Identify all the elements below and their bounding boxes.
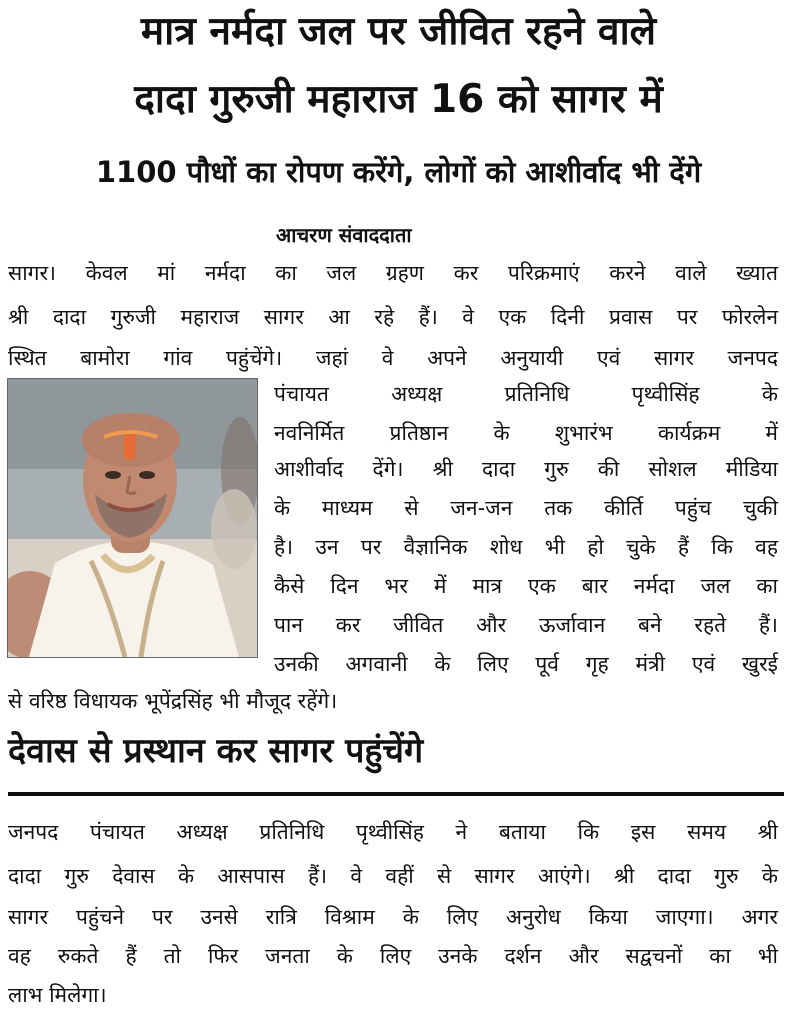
section-divider (8, 792, 784, 796)
article-line-12: से वरिष्ठ विधायक भूपेंद्रसिंह भी मौजूद रहेंगे। (8, 689, 338, 713)
article-line-2: श्री दादा गुरुजी महाराज सागर आ रहे हैं। वे एक दिनी प्रवास पर फोरलेन (8, 305, 778, 329)
section-two-line-5: लाभ मिलेगा। (8, 983, 107, 1007)
forehead-tilak (124, 432, 136, 460)
headline-line-1: मात्र नर्मदा जल पर जीवित रहने वाले (140, 9, 657, 54)
article-line-3: स्थित बामोरा गांव पहुंचेंगे। जहां वे अपने अनुयायी एवं सागर जनपद (8, 346, 778, 370)
left-eye (105, 471, 121, 479)
article-line-4: पंचायत अध्यक्ष प्रतिनिधि पृथ्वीसिंह के (274, 382, 778, 406)
article-line-9: कैसे दिन भर में मात्र एक बार नर्मदा जल का (274, 574, 778, 598)
right-eye (139, 471, 155, 479)
byline: आचरण संवाददाता (276, 223, 412, 247)
article-line-5: नवनिर्मित प्रतिष्ठान के शुभारंभ कार्यक्रम में (274, 421, 778, 445)
article-line-6: आशीर्वाद देंगे। श्री दादा गुरु की सोशल मीडिया (274, 457, 778, 481)
article-line-8: है। उन पर वैज्ञानिक शोध भी हो चुके हैं कि वह (274, 535, 778, 559)
article-line-10: पान कर जीवित और ऊर्जावान बने रहते हैं। (274, 613, 778, 637)
background-person-body (211, 489, 257, 569)
section-two-line-1: जनपद पंचायत अध्यक्ष प्रतिनिधि पृथ्वीसिंह ने बताया कि इस समय श्री (8, 820, 778, 844)
article-line-1: सागर। केवल मां नर्मदा का जल ग्रहण कर परिक्रमाएं करने वाले ख्यात (8, 261, 778, 285)
section-two-line-4: वह रुकते हैं तो फिर जनता के लिए उनके दर्शन और सद्वचनों का भी (8, 944, 778, 968)
headline-line-2: दादा गुरुजी महाराज 16 को सागर में (134, 77, 663, 122)
section-heading: देवास से प्रस्थान कर सागर पहुंचेंगे (8, 731, 424, 771)
section-two-line-3: सागर पहुंचने पर उनसे रात्रि विश्राम के लिए अनुरोध किया जाएगा। अगर (8, 905, 778, 929)
portrait-illustration (8, 379, 257, 657)
article-line-7: के माध्यम से जन-जन तक कीर्ति पहुंच चुकी (274, 496, 778, 520)
portrait-photo (7, 378, 258, 658)
section-two-line-2: दादा गुरु देवास के आसपास हैं। वे वहीं से सागर आएंगे। श्री दादा गुरु के (8, 864, 778, 888)
article-line-11: उनकी अगवानी के लिए पूर्व गृह मंत्री एवं खुरई (274, 652, 778, 676)
subheadline: 1100 पौधों का रोपण करेंगे, लोगों को आशीर्वाद भी देंगे (95, 155, 702, 189)
